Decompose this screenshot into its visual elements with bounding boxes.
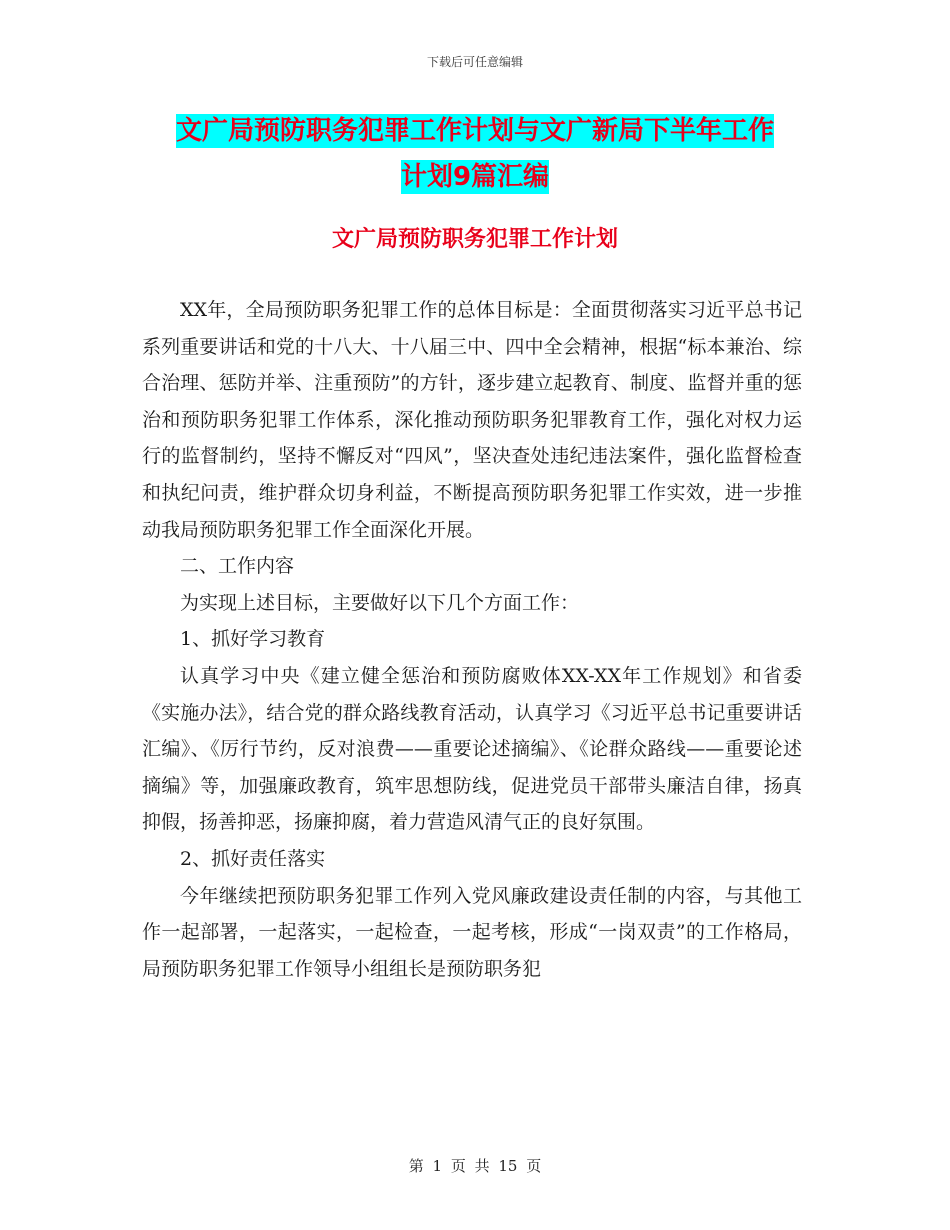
title-line-2: 计划9篇汇编 [400, 162, 550, 192]
heading-study-education: 1、抓好学习教育 [180, 628, 326, 651]
paragraph-intro: 为实现上述目标，主要做好以下几个方面工作： [180, 591, 580, 614]
document-title [140, 108, 810, 200]
header-note: 下载后可任意编辑 [426, 55, 523, 69]
paragraph-study-education: 认真学习中央《建立健全惩治和预防腐败体XX-XX年工作规划》和省委《实施办法》，结合党的群众路线教育活动，认真学习《习近平总书记重要讲话汇编》、《厉行节约，反对浪费——重要论述摘编》、《论群众路线——重要论述摘编》等，加强廉政教育，筑牢思想防线，促进党员干部带头廉洁自律，扬真抑假，扬善抑恶，扬廉抑腐，着力营造风清气正的良好氛围。 [142, 664, 802, 834]
title-line-1: 文广局预防职务犯罪工作计划与文广新局下半年工作 [175, 116, 774, 146]
paragraph-responsibility: 今年继续把预防职务犯罪工作列入党风廉政建设责任制的内容，与其他工作一起部署，一起落实，一起检查，一起考核，形成“一岗双责”的工作格局，局预防职务犯罪工作领导小组组长是预防职务犯 [142, 884, 802, 980]
paragraph-goal: XX年，全局预防职务犯罪工作的总体目标是：全面贯彻落实习近平总书记系列重要讲话和党的十八大、十八届三中、四中全会精神，根据“标本兼治、综合治理、惩防并举、注重预防”的方针，逐步建立起教育、制度、监督并重的惩治和预防职务犯罪工作体系，深化推动预防职务犯罪教育工作，强化对权力运行的监督制约，坚持不懈反对“四风”，坚决查处违纪违法案件，强化监督检查和执纪问责，维护群众切身利益，不断提高预防职务犯罪工作实效，进一步推动我局预防职务犯罪工作全面深化开展。 [142, 299, 802, 541]
heading-responsibility: 2、抓好责任落实 [180, 847, 326, 870]
heading-work-content: 二、工作内容 [180, 555, 295, 578]
section-title: 文广局预防职务犯罪工作计划 [331, 227, 618, 252]
page-number-footer: 第 1 页 共 15 页 [408, 1157, 542, 1175]
document-body [142, 292, 802, 987]
